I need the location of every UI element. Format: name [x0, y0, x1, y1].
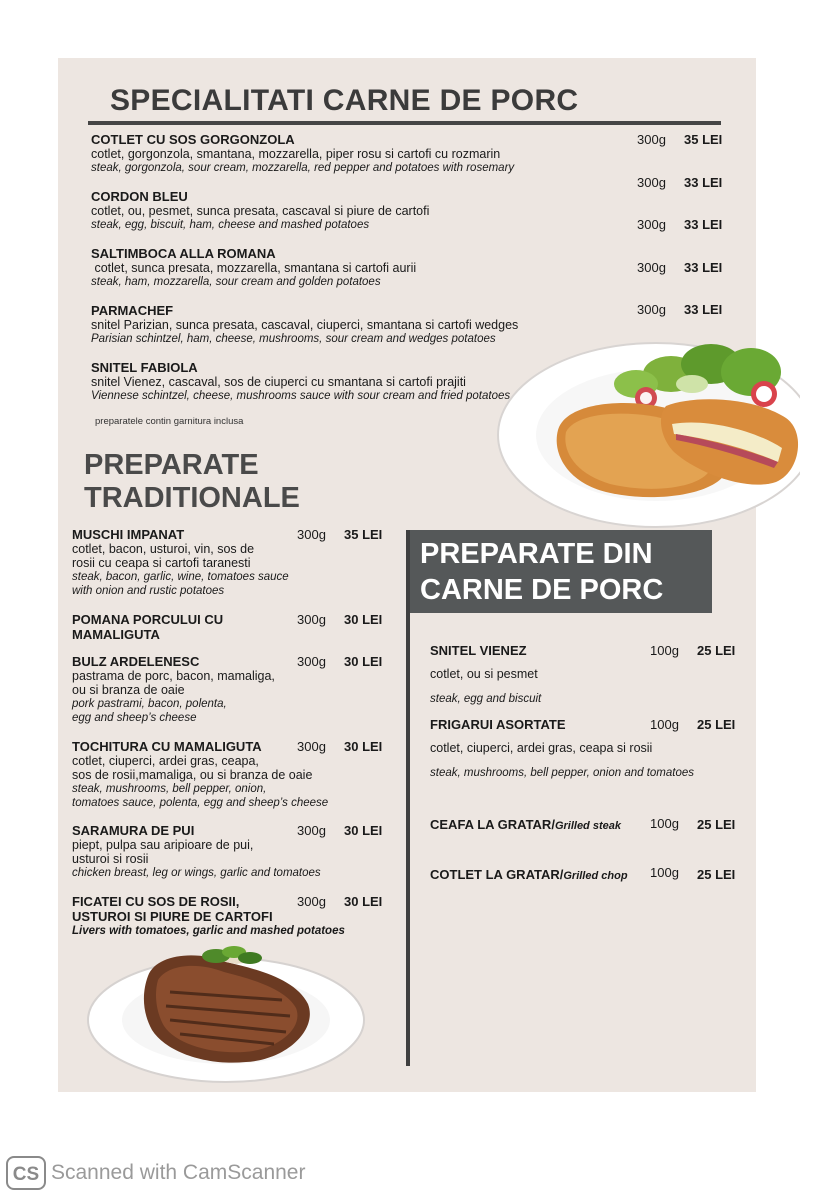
item-price: 25 LEI: [697, 643, 736, 658]
item-description-en: Parisian schintzel, ham, cheese, mushrooms, sour cream and wedges potatoes: [91, 333, 496, 345]
item-price: 30 LEI: [344, 739, 383, 754]
item-name: TOCHITURA CU MAMALIGUTA: [72, 739, 262, 754]
title-line: PREPARATE: [84, 449, 259, 481]
item-name: BULZ ARDELENESC: [72, 654, 200, 669]
menu-item: [72, 823, 372, 880]
item-name: SNITEL VIENEZ: [430, 643, 527, 658]
item-price: 25 LEI: [697, 867, 736, 882]
item-name: SALTIMBOCA ALLA ROMANA: [91, 246, 276, 261]
item-description: pastrama de porc, bacon, mamaliga,: [72, 669, 275, 683]
menu-item: [91, 132, 631, 175]
item-weight: 300g: [297, 527, 326, 542]
item-description: rosii cu ceapa si cartofi taranesti: [72, 556, 251, 570]
item-description: sos de rosii,mamaliga, ou si branza de oaie: [72, 768, 313, 782]
item-name: CORDON BLEU: [91, 189, 188, 204]
item-price: 33 LEI: [684, 302, 723, 317]
item-name: PARMACHEF: [91, 303, 174, 318]
title-line: CARNE DE PORC: [420, 574, 664, 606]
title-line: PREPARATE DIN: [420, 538, 653, 570]
item-description: usturoi si rosii: [72, 852, 149, 866]
item-description-en: steak, gorgonzola, sour cream, mozzarella, red pepper and potatoes with rosemary: [91, 162, 515, 174]
menu-item: [72, 739, 372, 810]
item-name: FRIGARUI ASORTATE: [430, 717, 566, 732]
item-weight: 300g: [297, 823, 326, 838]
item-description: snitel Vienez, cascaval, sos de ciuperci cu smantana si cartofi prajiti: [91, 375, 466, 389]
item-weight: 300g: [637, 302, 666, 317]
item-price: 25 LEI: [697, 817, 736, 832]
item-weight: 100g: [650, 816, 679, 831]
item-price: 30 LEI: [344, 654, 383, 669]
menu-item: [72, 612, 372, 642]
item-weight: 300g: [297, 739, 326, 754]
item-description: cotlet, ciuperci, ardei gras, ceapa,: [72, 754, 259, 768]
item-description: cotlet, ou si pesmet: [430, 667, 538, 681]
item-weight: 300g: [637, 260, 666, 275]
item-description-en: steak, ham, mozzarella, sour cream and golden potatoes: [91, 276, 381, 288]
item-price: 35 LEI: [344, 527, 383, 542]
item-description: cotlet, gorgonzola, smantana, mozzarella, piper rosu si cartofi cu rozmarin: [91, 147, 501, 161]
menu-item: [91, 246, 631, 289]
item-description-en: steak, egg, biscuit, ham, cheese and mashed potatoes: [91, 219, 370, 231]
section-title-specialitati: SPECIALITATI CARNE DE PORC: [110, 84, 579, 117]
item-name: CEAFA LA GRATAR/: [430, 817, 555, 832]
item-name: MAMALIGUTA: [72, 627, 160, 642]
section-title-traditionale: [84, 449, 300, 515]
steak-plate-image: [86, 940, 370, 1086]
menu-item: [72, 527, 372, 598]
item-description: piept, pulpa sau aripioare de pui,: [72, 838, 254, 852]
item-description-en: steak, egg and biscuit: [430, 693, 542, 705]
garnish-note: preparatele contin garnitura inclusa: [95, 416, 244, 427]
camscanner-logo: CS: [6, 1156, 46, 1190]
menu-item: [91, 189, 631, 232]
item-weight: 300g: [297, 894, 326, 909]
item-name: MUSCHI IMPANAT: [72, 527, 185, 542]
item-name: POMANA PORCULUI CU: [72, 612, 224, 627]
item-price: 35 LEI: [684, 132, 723, 147]
item-name-en: Grilled steak: [554, 820, 621, 832]
item-description: ou si branza de oaie: [72, 683, 185, 697]
menu-item: [72, 654, 372, 725]
item-description: cotlet, sunca presata, mozzarella, smantana si cartofi aurii: [91, 261, 417, 275]
item-description-en: steak, bacon, garlic, wine, tomatoes sauce: [72, 571, 289, 583]
item-description-en: Livers with tomatoes, garlic and mashed potatoes: [72, 925, 345, 937]
item-name: SARAMURA DE PUI: [72, 823, 195, 838]
item-name: SNITEL FABIOLA: [91, 360, 198, 375]
item-name: COTLET CU SOS GORGONZOLA: [91, 132, 295, 147]
item-description: cotlet, ou, pesmet, sunca presata, cascaval si piure de cartofi: [91, 204, 430, 218]
menu-item: [430, 717, 730, 786]
menu-item: [430, 816, 650, 834]
item-weight: 300g: [637, 217, 666, 232]
item-price: 30 LEI: [344, 823, 383, 838]
scanner-watermark: Scanned with CamScanner: [51, 1161, 306, 1184]
item-weight: 300g: [637, 175, 666, 190]
item-name: USTUROI SI PIURE DE CARTOFI: [72, 909, 273, 924]
schnitzel-plate-image: [496, 322, 800, 532]
item-name: FICATEI CU SOS DE ROSII,: [72, 894, 240, 909]
item-description: cotlet, ciuperci, ardei gras, ceapa si rosii: [430, 741, 653, 755]
title-underline: [88, 121, 721, 125]
item-description-en: egg and sheep’s cheese: [72, 712, 197, 724]
item-description: snitel Parizian, sunca presata, cascaval, ciuperci, smantana si cartofi wedges: [91, 318, 519, 332]
item-price: 30 LEI: [344, 894, 383, 909]
item-description-en: steak, mushrooms, bell pepper, onion,: [72, 783, 267, 795]
item-description-en: pork pastrami, bacon, polenta,: [72, 698, 227, 710]
item-weight: 300g: [297, 612, 326, 627]
item-name: COTLET LA GRATAR/: [430, 867, 564, 882]
item-weight: 100g: [650, 865, 679, 880]
item-price: 33 LEI: [684, 260, 723, 275]
item-name-en: Grilled chop: [563, 870, 628, 882]
item-weight: 300g: [297, 654, 326, 669]
item-description-en: steak, mushrooms, bell pepper, onion and tomatoes: [430, 767, 695, 779]
item-price: 25 LEI: [697, 717, 736, 732]
item-description: cotlet, bacon, usturoi, vin, sos de: [72, 542, 255, 556]
title-line: TRADITIONALE: [84, 482, 300, 514]
item-price: 33 LEI: [684, 217, 723, 232]
item-price: 30 LEI: [344, 612, 383, 627]
item-weight: 300g: [637, 132, 666, 147]
item-weight: 100g: [650, 643, 679, 658]
item-description-en: chicken breast, leg or wings, garlic and tomatoes: [72, 867, 321, 879]
menu-item: [72, 894, 382, 938]
item-description-en: with onion and rustic potatoes: [72, 585, 225, 597]
item-price: 33 LEI: [684, 175, 723, 190]
menu-item: [430, 643, 650, 712]
item-weight: 100g: [650, 717, 679, 732]
item-description-en: tomatoes sauce, polenta, egg and sheep’s cheese: [72, 797, 329, 809]
section-title-carne-de-porc: [420, 536, 663, 608]
menu-item: [430, 866, 650, 884]
section-header-box: [410, 530, 712, 613]
item-description-en: Viennese schintzel, cheese, mushrooms sauce with sour cream and fried potatoes: [91, 390, 511, 402]
